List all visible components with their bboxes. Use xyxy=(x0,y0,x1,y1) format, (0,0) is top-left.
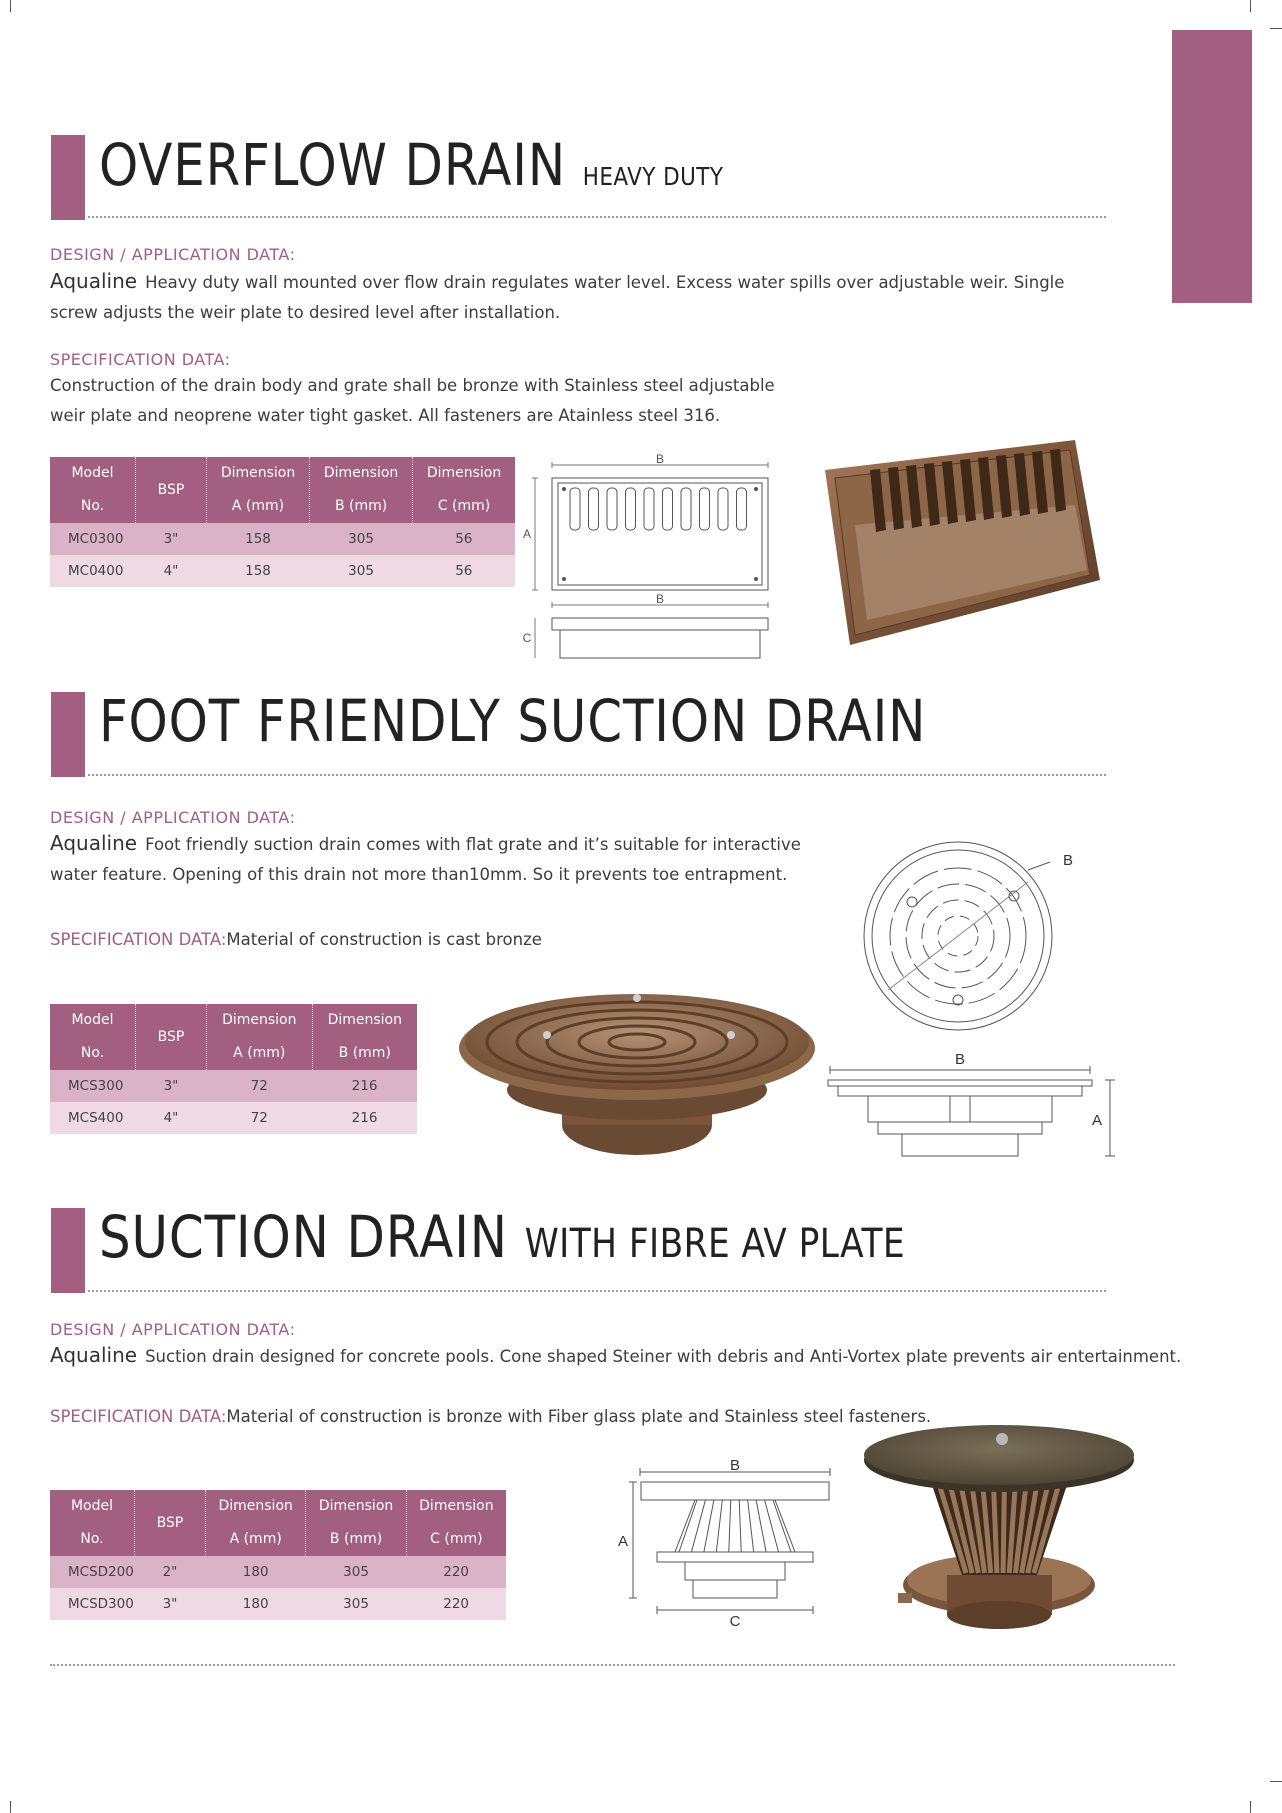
dotted-divider xyxy=(88,1290,1106,1292)
title-subtitle: HEAVY DUTY xyxy=(582,162,724,191)
dim-label-b: B xyxy=(729,1460,741,1474)
header-text: B (mm) xyxy=(329,1531,383,1547)
dim-label-a: A xyxy=(522,527,532,541)
cell-c: 56 xyxy=(413,523,515,555)
cell-bsp: 2" xyxy=(135,1556,206,1588)
dim-label-b: B xyxy=(954,1051,966,1068)
header-text: Dimension xyxy=(323,465,399,481)
cell-bsp: 3" xyxy=(136,523,207,555)
cell-bsp: 3" xyxy=(136,1070,207,1102)
grate-slot xyxy=(626,488,636,530)
header-text: Model xyxy=(71,1012,114,1028)
header-text: Dimension xyxy=(419,1498,494,1514)
header-text: No. xyxy=(80,1045,105,1061)
section-title xyxy=(99,687,927,755)
foot-side-view-drawing xyxy=(820,1050,1120,1175)
dotted-divider xyxy=(88,216,1106,218)
overflow-drain-section xyxy=(0,0,1282,660)
design-label: DESIGN / APPLICATION DATA: xyxy=(50,808,296,827)
dimension-table xyxy=(50,1490,506,1620)
cone-rib xyxy=(704,1500,714,1552)
foot-product-image xyxy=(455,980,820,1160)
col-header-model xyxy=(50,1004,136,1070)
header-text: No. xyxy=(80,498,105,514)
col-header-c xyxy=(406,1490,506,1556)
crop-mark xyxy=(10,1801,11,1813)
section-accent-bar xyxy=(51,692,85,777)
cell-c: 220 xyxy=(406,1556,506,1588)
col-header-a xyxy=(206,1490,306,1556)
title-main: FOOT FRIENDLY SUCTION DRAIN xyxy=(99,687,927,755)
section-accent-bar xyxy=(51,1208,85,1293)
grate-slot xyxy=(700,488,710,530)
grate-slot xyxy=(718,488,728,530)
cell-b: 305 xyxy=(306,1556,406,1588)
cell-model: MCSD200 xyxy=(50,1556,135,1588)
col-header-b xyxy=(306,1490,406,1556)
cell-model: MCS300 xyxy=(50,1070,136,1102)
photo-rib xyxy=(994,1487,997,1573)
grate-slot xyxy=(644,488,654,530)
design-description: Heavy duty wall mounted over flow drain regulates water level. Excess water spills over adjustable weir. Single screw adjusts the weir plate to desired level after installation. xyxy=(50,273,1065,322)
cell-model: MCSD300 xyxy=(50,1588,135,1620)
cell-c: 220 xyxy=(406,1588,506,1620)
design-text xyxy=(50,266,1110,328)
spec-label: SPECIFICATION DATA: xyxy=(50,930,227,949)
header-text: Model xyxy=(70,1498,114,1514)
col-header-model xyxy=(50,1490,135,1556)
cell-b: 305 xyxy=(306,1588,406,1620)
table-row xyxy=(50,523,515,555)
grate-slot xyxy=(589,488,599,530)
dim-label-b: B xyxy=(655,452,665,466)
table-row xyxy=(50,1556,506,1588)
spec-line: Construction of the drain body and grate shall be bronze with Stainless steel adjustable xyxy=(50,376,775,395)
cell-b: 305 xyxy=(310,523,413,555)
header-text: C (mm) xyxy=(430,1531,483,1547)
dotted-divider xyxy=(88,774,1106,776)
header-text: A (mm) xyxy=(229,1531,282,1547)
cell-a: 180 xyxy=(206,1556,306,1588)
brand-name: Aqualine xyxy=(50,831,138,855)
title-main: SUCTION DRAIN xyxy=(99,1203,508,1271)
cell-b: 305 xyxy=(310,555,413,587)
design-label: DESIGN / APPLICATION DATA: xyxy=(50,245,296,264)
col-header-b xyxy=(312,1004,417,1070)
table-row xyxy=(50,555,515,587)
cell-a: 180 xyxy=(206,1588,306,1620)
cell-model: MCS400 xyxy=(50,1102,136,1134)
brand-name: Aqualine xyxy=(50,269,138,293)
table-row xyxy=(50,1588,506,1620)
dimension-table xyxy=(50,457,515,587)
cell-bsp: 3" xyxy=(135,1588,206,1620)
cell-b: 216 xyxy=(312,1070,417,1102)
spec-label: SPECIFICATION DATA: xyxy=(50,1407,227,1426)
design-label: DESIGN / APPLICATION DATA: xyxy=(50,1320,296,1339)
spec-description: Material of construction is bronze with Fiber glass plate and Stainless steel fasteners. xyxy=(226,1407,932,1426)
col-header-model xyxy=(50,457,136,523)
spec-label: SPECIFICATION DATA: xyxy=(50,350,231,369)
dim-label-b: B xyxy=(1063,852,1074,869)
spec-description: Material of construction is cast bronze xyxy=(226,930,542,949)
header-text: Dimension xyxy=(220,465,296,481)
grate-slot xyxy=(663,488,673,530)
cone-rib xyxy=(773,1500,791,1552)
cell-a: 72 xyxy=(207,1102,313,1134)
cone-rib xyxy=(765,1500,779,1552)
spec-text xyxy=(50,925,850,955)
col-header-a xyxy=(207,1004,313,1070)
table-row xyxy=(50,1070,417,1102)
col-header-a xyxy=(207,457,310,523)
overflow-product-image xyxy=(815,430,1105,650)
cell-c: 56 xyxy=(413,555,515,587)
dim-label-b-side: B xyxy=(655,592,665,606)
cone-rib xyxy=(739,1500,741,1552)
dim-label-a: A xyxy=(617,1533,629,1550)
col-header-bsp: BSP xyxy=(136,1004,207,1070)
suction-drain-section xyxy=(0,1190,1282,1700)
header-text: Dimension xyxy=(327,1012,402,1028)
suction-product-image xyxy=(862,1415,1142,1635)
design-description: Foot friendly suction drain comes with flat grate and it’s suitable for interactive xyxy=(145,835,801,854)
dim-label-c: C xyxy=(729,1613,741,1630)
grate-slot xyxy=(737,488,747,530)
col-header-bsp: BSP xyxy=(136,457,207,523)
title-main: OVERFLOW DRAIN xyxy=(99,131,567,199)
section-title xyxy=(99,131,724,199)
design-description: water feature. Opening of this drain not more than10mm. So it prevents toe entrapment. xyxy=(50,865,788,884)
col-header-bsp: BSP xyxy=(135,1490,206,1556)
design-text xyxy=(50,1340,1200,1372)
design-text xyxy=(50,828,850,890)
grate-slot xyxy=(681,488,691,530)
cell-a: 72 xyxy=(207,1070,313,1102)
cone-rib xyxy=(748,1500,754,1552)
section-title xyxy=(99,1203,906,1271)
grate-slots xyxy=(570,488,747,530)
header-text: Model xyxy=(71,465,114,481)
crop-mark xyxy=(1250,1801,1251,1813)
dimension-table xyxy=(50,1004,417,1134)
cone-rib xyxy=(729,1500,731,1552)
dim-label-a: A xyxy=(1091,1112,1102,1129)
spec-line: weir plate and neoprene water tight gasket. All fasteners are Atainless steel 316. xyxy=(50,406,721,425)
cell-a: 158 xyxy=(207,523,310,555)
header-text: Dimension xyxy=(218,1498,293,1514)
photo-rib xyxy=(1003,1487,1004,1573)
dim-label-c: C xyxy=(522,631,532,645)
title-subtitle: WITH FIBRE AV PLATE xyxy=(524,1221,906,1267)
grate-slot xyxy=(570,488,580,530)
cone-rib xyxy=(716,1500,722,1552)
header-text: A (mm) xyxy=(233,1045,286,1061)
cell-b: 216 xyxy=(312,1102,417,1134)
cell-bsp: 4" xyxy=(136,1102,207,1134)
header-text: Dimension xyxy=(426,465,502,481)
cone-rib xyxy=(691,1500,705,1552)
header-text: C (mm) xyxy=(437,498,491,514)
cone-rib xyxy=(679,1500,697,1552)
cell-a: 158 xyxy=(207,555,310,587)
design-description: Suction drain designed for concrete pools. Cone shaped Steiner with debris and Anti-Vortex plate prevents air entertainment. xyxy=(145,1347,1182,1366)
foot-friendly-section xyxy=(0,680,1282,1190)
cell-bsp: 4" xyxy=(136,555,207,587)
table-row xyxy=(50,1102,417,1134)
overflow-technical-drawing xyxy=(520,450,780,665)
col-header-c xyxy=(413,457,515,523)
spec-text xyxy=(50,1402,1000,1432)
spec-text xyxy=(50,371,850,431)
crop-mark xyxy=(1270,1781,1282,1782)
col-header-b xyxy=(310,457,413,523)
header-text: Dimension xyxy=(318,1498,394,1514)
cone-rib xyxy=(756,1500,766,1552)
cone-ribs xyxy=(679,1500,791,1552)
header-text: Dimension xyxy=(222,1012,297,1028)
brand-name: Aqualine xyxy=(50,1343,138,1367)
grate-slot xyxy=(607,488,617,530)
header-text: B (mm) xyxy=(334,498,388,514)
section-accent-bar xyxy=(51,135,85,220)
suction-technical-drawing xyxy=(615,1460,835,1630)
foot-top-view-drawing xyxy=(858,840,1078,1040)
cell-model: MC0300 xyxy=(50,523,136,555)
bottom-dotted-divider xyxy=(50,1664,1175,1666)
cell-model: MC0400 xyxy=(50,555,136,587)
header-text: B (mm) xyxy=(338,1045,391,1061)
header-text: A (mm) xyxy=(231,498,285,514)
header-text: No. xyxy=(80,1531,104,1547)
